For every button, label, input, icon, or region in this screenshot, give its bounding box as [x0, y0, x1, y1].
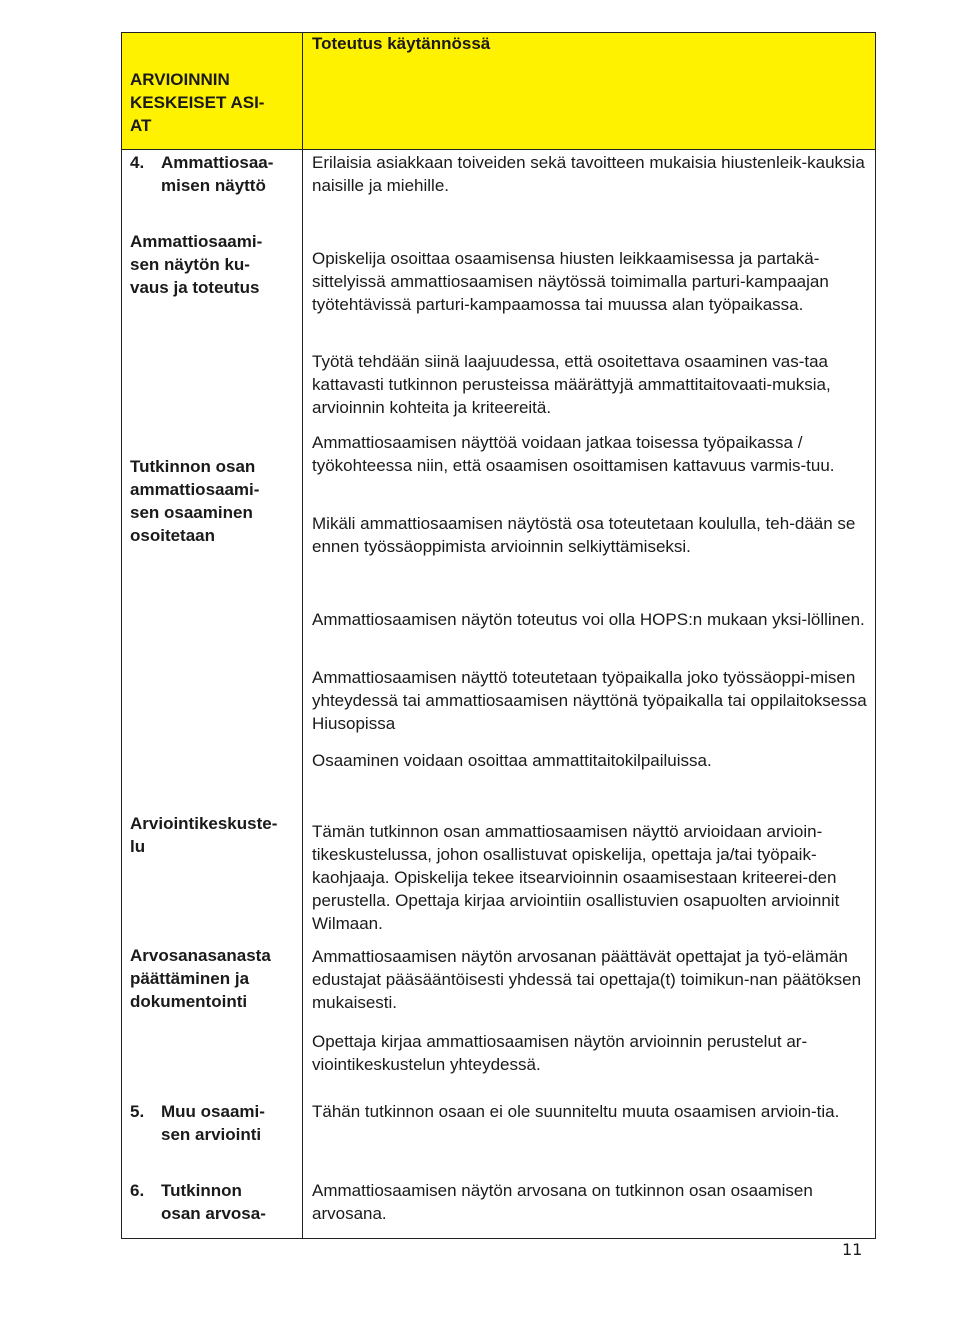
row-5-number: 5. [130, 1102, 145, 1121]
header-right-label: Toteutus käytännössä [312, 34, 491, 53]
description-paragraph-1: Opiskelija osoittaa osaamisensa hiusten leikkaamisessa ja partakä-sittelyissä ammattiosaamisen näytössä toimimalla parturi-kampaajan työtehtävissä parturi-kampaamossa tai muussa alan työpaikassa. [312, 249, 829, 314]
page-number: 11 [842, 1240, 863, 1259]
row-6-label-text: Tutkinnon osan arvosa- [161, 1181, 266, 1223]
discussion-paragraph-3: Opettaja kirjaa ammattiosaamisen näytön arvioinnin perustelut ar-viointikeskustelun yhteydessä. [312, 1032, 808, 1074]
section-grading-label: Arvosanasanasta päättäminen ja dokumentointi [130, 946, 271, 1011]
section-discussion-label: Arviointikeskuste-lu [130, 814, 278, 856]
row-5-text: Tähän tutkinnon osaan ei ole suunniteltu muuta osaamisen arvioin-tia. [312, 1102, 840, 1121]
row-4-label-text: Ammattiosaa-misen näyttö [161, 153, 274, 195]
row-5-label-text: Muu osaami-sen arviointi [161, 1102, 265, 1144]
row-4-number: 4. [130, 153, 145, 172]
discussion-paragraph-1: Tämän tutkinnon osan ammattiosaamisen näyttö arvioidaan arvioin-tikeskustelussa, johon osallistuvat opiskelija, opettaja ja/tai työpaik-kaohjaaja. Opiskelija tekee itsearvioinnin osaamisestaan kriteerei-den perustella. Opettaja kirjaa arviointiin osallistuvien osapuolten arvioinnit Wilmaan. [312, 822, 840, 933]
description-paragraph-4: Mikäli ammattiosaamisen näytöstä osa toteutetaan koululla, teh-dään se ennen työssäoppimista arvioinnin selkiyttämiseksi. [312, 514, 856, 556]
header-divider [121, 149, 876, 150]
description-paragraph-6: Ammattiosaamisen näyttö toteutetaan työpaikalla joko työssäoppi-misen yhteydessä tai ammattiosaamisen näyttönä työpaikalla tai oppilaitoksessa Hiusopissa [312, 668, 867, 733]
row-5-label [130, 1100, 300, 1146]
header-left-label: ARVIOINNIN KESKEISET ASI-AT [130, 70, 265, 135]
discussion-paragraph-2: Ammattiosaamisen näytön arvosanan päättävät opettajat ja työ-elämän edustajat pääsääntöisesti yhdessä tai opettaja(t) toimikun-nan päätöksen mukaisesti. [312, 947, 862, 1012]
row-4-text: Erilaisia asiakkaan toiveiden sekä tavoitteen mukaisia hiustenleik-kauksia naisille ja miehille. [312, 153, 865, 195]
row-4-label [130, 151, 300, 197]
description-paragraph-3: Ammattiosaamisen näyttöä voidaan jatkaa toisessa työpaikassa / työkohteessa niin, että osaamisen osoittamisen kattavuus varmis-tuu. [312, 433, 835, 475]
row-6-text: Ammattiosaamisen näytön arvosana on tutkinnon osan osaamisen arvosana. [312, 1181, 813, 1223]
description-paragraph-2: Työtä tehdään siinä laajuudessa, että osoitettava osaaminen vas-taa kattavasti tutkinnon perusteissa määrättyjä ammattitaitovaati-muksia, arvioinnin kohteita ja kriteereitä. [312, 352, 831, 417]
table-border-bottom [121, 1238, 876, 1239]
description-paragraph-5: Ammattiosaamisen näytön toteutus voi olla HOPS:n mukaan yksi-löllinen. [312, 610, 865, 629]
row-6-label [130, 1179, 300, 1225]
table-border-left [121, 32, 122, 1239]
section-demonstration-label: Tutkinnon osan ammattiosaami-sen osaaminen osoitetaan [130, 457, 260, 545]
row-6-number: 6. [130, 1181, 145, 1200]
assessment-table [121, 32, 876, 1239]
column-divider [302, 32, 303, 1239]
table-border-right [875, 32, 876, 1239]
description-paragraph-7: Osaaminen voidaan osoittaa ammattitaitokilpailuissa. [312, 751, 712, 770]
section-description-label: Ammattiosaami-sen näytön ku-vaus ja toteutus [130, 232, 263, 297]
